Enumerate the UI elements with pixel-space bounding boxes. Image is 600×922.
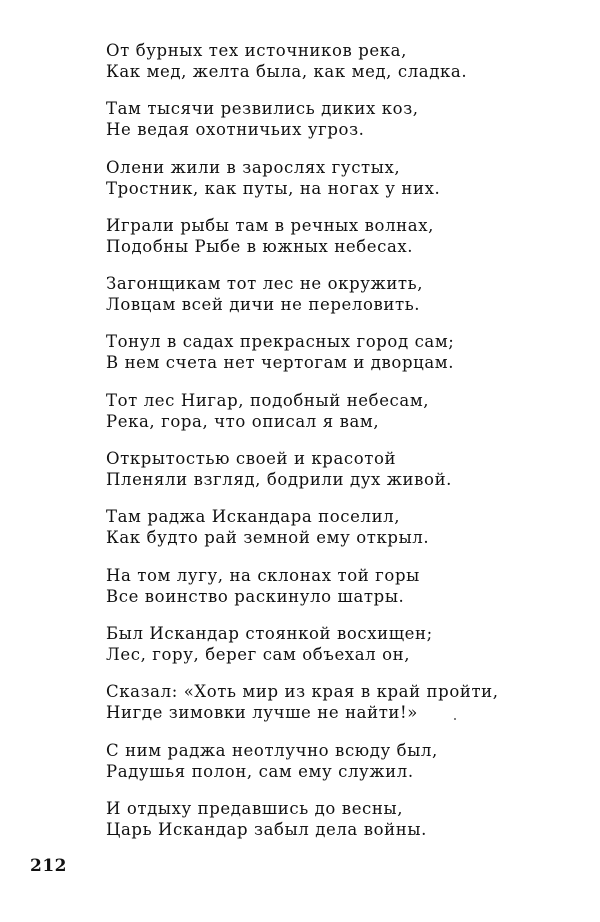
verse-line: В нем счета нет чертогам и дворцам. xyxy=(106,353,455,373)
verse-line: Играли рыбы там в речных волнах, xyxy=(106,215,434,235)
verse-line: Сказал: «Хоть мир из края в край пройти, xyxy=(106,682,499,702)
verse-line: Там раджа Искандара поселил, xyxy=(106,507,401,527)
stanza xyxy=(106,681,546,739)
verse-line: Как будто рай земной ему открыл. xyxy=(106,528,430,548)
stanza xyxy=(106,331,546,389)
stanza xyxy=(106,740,546,798)
verse-line: Был Искандар стоянкой восхищен; xyxy=(106,623,433,643)
verse-line: Лес, гору, берег сам объехал он, xyxy=(106,644,411,664)
stanza xyxy=(106,506,546,564)
stanza xyxy=(106,273,546,331)
verse-line: От бурных тех источников река, xyxy=(106,41,407,60)
verse-line: Подобны Рыбе в южных небесах. xyxy=(106,236,414,256)
stanza xyxy=(106,798,546,856)
stanza xyxy=(106,448,546,506)
verse-line: Пленяли взгляд, бодрили дух живой. xyxy=(106,470,453,490)
verse-line: Ловцам всей дичи не переловить. xyxy=(106,295,421,315)
stanza xyxy=(106,40,546,98)
verse-line: Не ведая охотничьих угроз. xyxy=(106,120,365,140)
stanza xyxy=(106,623,546,681)
verse-line: Радушья полон, сам ему служил. xyxy=(106,761,414,781)
print-speck xyxy=(454,718,456,720)
verse-line: Тонул в садах прекрасных город сам; xyxy=(106,332,455,352)
page-number: 212 xyxy=(30,856,67,876)
verse-line: Тот лес Нигар, подобный небесам, xyxy=(106,390,430,410)
verse-line: Тростник, как путы, на ногах у них. xyxy=(106,178,441,198)
verse-line: С ним раджа неотлучно всюду был, xyxy=(106,740,438,760)
stanza xyxy=(106,390,546,448)
poem-text xyxy=(106,40,546,856)
stanza xyxy=(106,215,546,273)
verse-line: Нигде зимовки лучше не найти!» xyxy=(106,703,418,723)
verse-line: Река, гора, что описал я вам, xyxy=(106,411,380,431)
stanza xyxy=(106,157,546,215)
verse-line: На том лугу, на склонах той горы xyxy=(106,565,420,585)
verse-line: Все воинство раскинуло шатры. xyxy=(106,586,405,606)
verse-line: Там тысячи резвились диких коз, xyxy=(106,99,419,119)
stanza xyxy=(106,98,546,156)
verse-line: Загонщикам тот лес не окружить, xyxy=(106,274,424,294)
verse-line: Олени жили в зарослях густых, xyxy=(106,157,401,177)
stanza xyxy=(106,565,546,623)
verse-line: И отдыху предавшись до весны, xyxy=(106,798,404,818)
verse-line: Царь Искандар забыл дела войны. xyxy=(106,819,427,839)
verse-line: Открытостью своей и красотой xyxy=(106,449,397,469)
verse-line: Как мед, желта была, как мед, сладка. xyxy=(106,62,468,81)
